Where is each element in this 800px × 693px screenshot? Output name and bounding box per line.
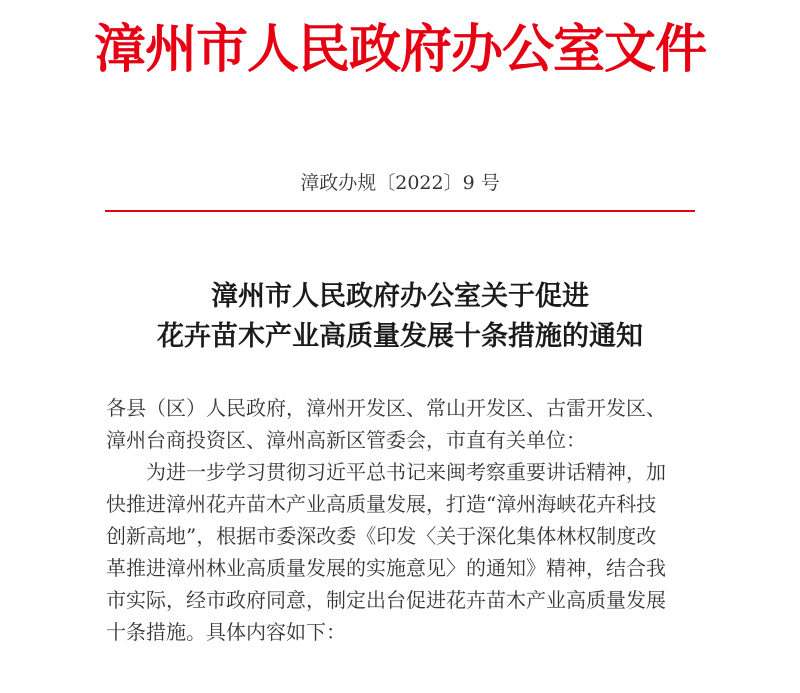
paragraph-line: 创新高地”，根据市委深改委《印发〈关于深化集体林权制度改 bbox=[106, 524, 657, 548]
paragraph-line: 为进一步学习贯彻习近平总书记来闽考察重要讲话精神，加 bbox=[146, 460, 666, 484]
red-divider-line bbox=[105, 210, 695, 212]
paragraph-line: 革推进漳州林业高质量发展的实施意见〉的通知》精神，结合我 bbox=[106, 556, 666, 580]
addressee-line: 各县（区）人民政府，漳州开发区、常山开发区、古雷开发区、 bbox=[106, 396, 666, 420]
notice-title-line-1: 漳州市人民政府办公室关于促进 bbox=[211, 281, 589, 312]
document-number: 漳政办规〔2022〕9 号 bbox=[300, 172, 500, 194]
addressee-line: 漳州台商投资区、漳州高新区管委会，市直有关单位： bbox=[106, 428, 586, 452]
paragraph-line: 十条措施。具体内容如下： bbox=[106, 620, 346, 644]
paragraph-line: 快推进漳州花卉苗木产业高质量发展，打造“漳州海峡花卉科技 bbox=[106, 492, 657, 516]
paragraph-line: 市实际，经市政府同意，制定出台促进花卉苗木产业高质量发展 bbox=[106, 588, 666, 612]
document-header-title: 漳州市人民政府办公室文件 bbox=[93, 19, 706, 80]
notice-title bbox=[0, 277, 800, 357]
notice-title-line-2: 花卉苗木产业高质量发展十条措施的通知 bbox=[157, 321, 643, 352]
notice-body bbox=[106, 392, 698, 648]
